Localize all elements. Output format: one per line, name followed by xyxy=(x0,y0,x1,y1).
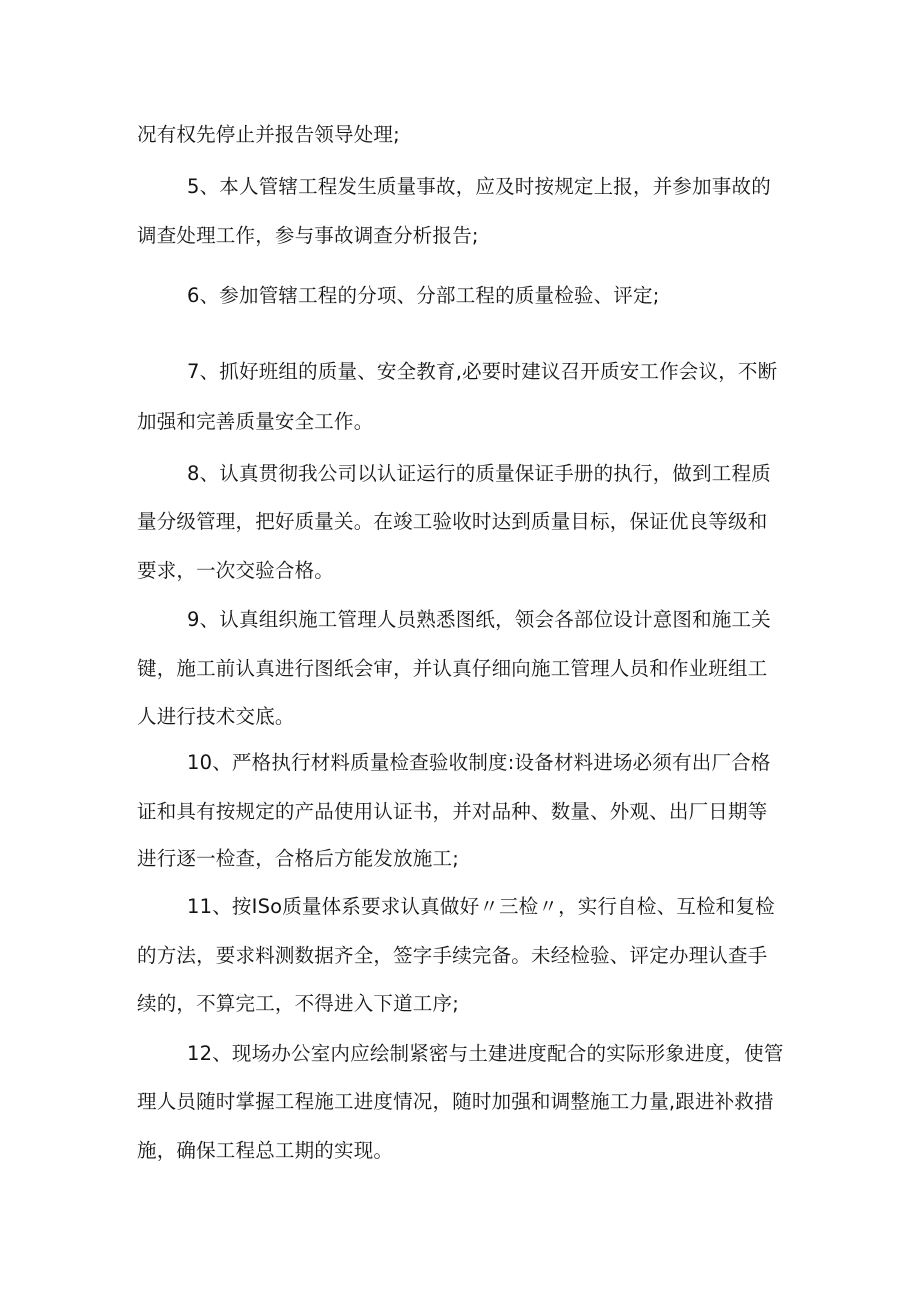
text-line: 的方法，要求料测数据齐全，签字手续完备。未经检验、评定办理认查手 xyxy=(137,944,768,967)
text-line: 进行逐一检查，合格后方能发放施工; xyxy=(137,847,459,870)
text-line: 施，确保工程总工期的实现。 xyxy=(137,1139,394,1162)
text-line: 11、按ISo质量体系要求认真做好〃三检〃，实行自检、互检和复检 xyxy=(187,895,775,918)
text-line: 12、现场办公室内应绘制紧密与土建进度配合的实际形象进度，使管 xyxy=(187,1042,784,1065)
text-line: 7、抓好班组的质量、安全教育,必要时建议召开质安工作会议，不断 xyxy=(187,360,778,383)
text-line: 要求，一次交验合格。 xyxy=(137,559,335,582)
text-line: 10、严格执行材料质量检查验收制度:设备材料进场必须有出厂合格 xyxy=(187,751,771,774)
text-line: 调查处理工作，参与事故调查分析报告; xyxy=(137,224,479,247)
text-line: 人进行技术交底。 xyxy=(137,705,295,728)
text-line: 加强和完善质量安全工作。 xyxy=(137,410,374,433)
text-line: 键，施工前认真进行图纸会审，并认真仔细向施工管理人员和作业班组工 xyxy=(137,657,768,680)
text-line: 续的，不算完工，不得进入下道工序; xyxy=(137,992,459,1015)
text-line: 8、认真贯彻我公司以认证运行的质量保证手册的执行，做到工程质 xyxy=(187,462,771,485)
text-line: 况有权先停止并报告领导处理; xyxy=(137,123,400,146)
text-line: 量分级管理，把好质量关。在竣工验收时达到质量目标，保证优良等级和 xyxy=(137,510,768,533)
text-line: 6、参加管辖工程的分项、分部工程的质量检验、评定; xyxy=(187,284,660,307)
text-line: 证和具有按规定的产品使用认证书，并对品种、数量、外观、出厂日期等 xyxy=(137,800,768,823)
text-line: 理人员随时掌握工程施工进度情况，随时加强和调整施工力量,跟进补救措 xyxy=(137,1090,774,1113)
text-line: 9、认真组织施工管理人员熟悉图纸，领会各部位设计意图和施工关 xyxy=(187,608,771,631)
text-line: 5、本人管辖工程发生质量事故，应及时按规定上报，并参加事故的 xyxy=(187,175,771,198)
